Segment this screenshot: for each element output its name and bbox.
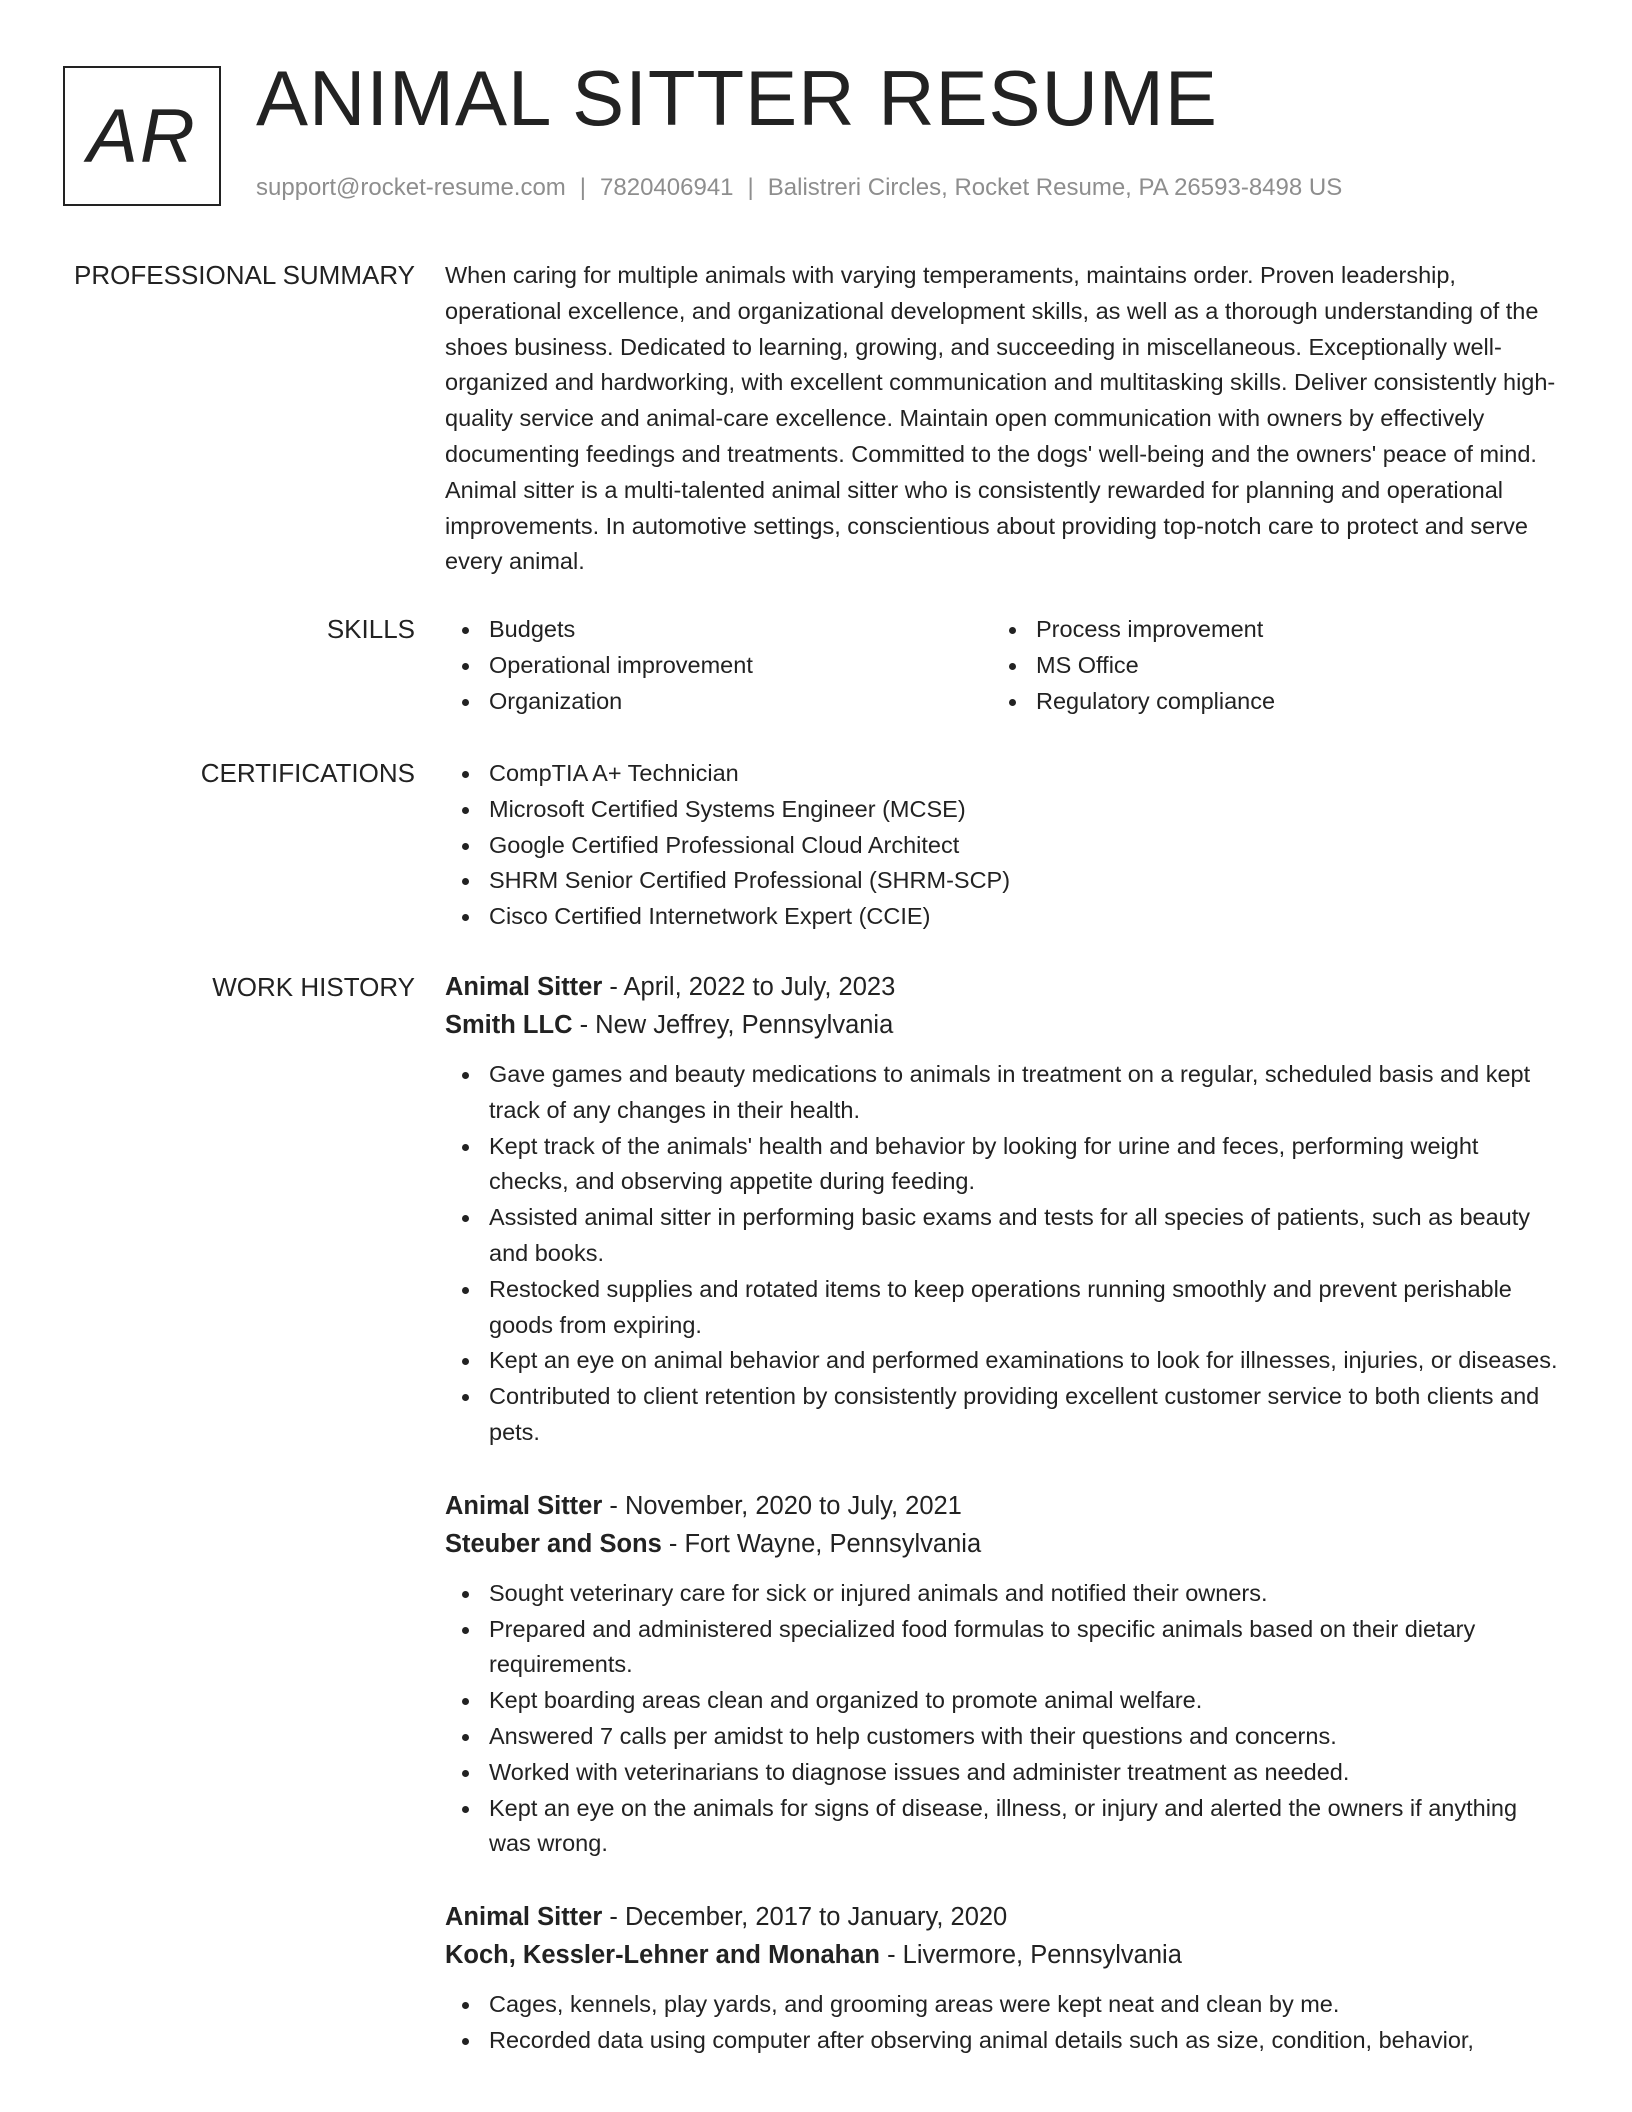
summary-text: When caring for multiple animals with varying temperaments, maintains order. Proven leadership, operational excellence, and organizational development skills, as well as a thorough understanding of the shoes business. Dedicated to learning, growing, and succeeding in miscellaneous. Exceptionally well-organized and hardworking, with excellent communication and multitasking skills. Deliver consistently high-quality service and animal-care excellence. Maintain open communication with owners by effectively documenting feedings and treatments. Committed to the dogs' well-being and the owners' peace of mind. Animal sitter is a multi-talented animal sitter who is consistently rewarded for planning and operational improvements. In automotive settings, conscientious about providing top-notch care to protect and serve every animal. <box>445 262 1556 575</box>
job-title-line <box>445 1487 1560 1525</box>
job-role: Animal Sitter <box>445 1491 603 1520</box>
job-bullet: Prepared and administered specialized food formulas to specific animals based on their dietary requirements. <box>445 1612 1560 1684</box>
job-location: - Livermore, Pennsylvania <box>880 1941 1182 1970</box>
job-bullet: Kept an eye on the animals for signs of disease, illness, or injury and alerted the owners if anything was wrong. <box>445 1791 1560 1863</box>
job-bullet: Kept an eye on animal behavior and performed examinations to look for illnesses, injuries, or diseases. <box>445 1343 1560 1379</box>
section-label-certifications: CERTIFICATIONS <box>200 758 415 788</box>
contact-line <box>256 174 1342 202</box>
job-company-line <box>445 1936 1560 1974</box>
certification-item: Microsoft Certified Systems Engineer (MCSE) <box>445 792 1560 828</box>
contact-address: Balistreri Circles, Rocket Resume, PA 26593-8498 US <box>767 174 1343 201</box>
job-dates: - April, 2022 to July, 2023 <box>602 973 896 1001</box>
job-bullet: Answered 7 calls per amidst to help customers with their questions and concerns. <box>445 1719 1560 1755</box>
certifications-list <box>445 756 1560 935</box>
certification-item: Cisco Certified Internetwork Expert (CCIE) <box>445 899 1560 935</box>
job-role: Animal Sitter <box>445 973 603 1001</box>
skill-item: Organization <box>445 684 992 720</box>
skill-item: MS Office <box>992 648 1539 684</box>
job-bullet: Contributed to client retention by consistently providing excellent customer service to both clients and pets. <box>445 1379 1560 1451</box>
job-bullet: Kept track of the animals' health and behavior by looking for urine and feces, performing weight checks, and observing appetite during feeding. <box>445 1129 1560 1201</box>
job-bullet: Worked with veterinarians to diagnose issues and administer treatment as needed. <box>445 1755 1560 1791</box>
job-bullet: Kept boarding areas clean and organized to promote animal welfare. <box>445 1683 1560 1719</box>
contact-email: support@rocket-resume.com <box>256 174 566 201</box>
skill-item: Regulatory compliance <box>992 684 1539 720</box>
skill-item: Operational improvement <box>445 648 992 684</box>
contact-separator: | <box>747 174 754 201</box>
job-title-line <box>445 968 1560 1006</box>
monogram-logo: AR <box>63 66 221 206</box>
job-company: Smith LLC <box>445 1011 573 1039</box>
job-company-line <box>445 1525 1560 1563</box>
section-label-summary: PROFESSIONAL SUMMARY <box>74 260 415 290</box>
job-bullet: Sought veterinary care for sick or injured animals and notified their owners. <box>445 1576 1560 1612</box>
job-bullet: Cages, kennels, play yards, and grooming areas were kept neat and clean by me. <box>445 1987 1560 2023</box>
work-history-list <box>445 968 1560 2059</box>
job-entry <box>445 1487 1560 1862</box>
certification-item: CompTIA A+ Technician <box>445 756 1560 792</box>
job-entry <box>445 1898 1560 2059</box>
job-location: - Fort Wayne, Pennsylvania <box>661 1529 982 1558</box>
job-company: Steuber and Sons <box>445 1529 662 1558</box>
job-company: Koch, Kessler-Lehner and Monahan <box>445 1941 880 1970</box>
job-bullet: Gave games and beauty medications to animals in treatment on a regular, scheduled basis and kept track of any changes in their health. <box>445 1057 1560 1129</box>
section-label-skills: SKILLS <box>326 614 415 644</box>
skills-list <box>445 612 1560 719</box>
skill-item: Process improvement <box>992 612 1539 648</box>
job-role: Animal Sitter <box>445 1903 603 1932</box>
job-bullet: Recorded data using computer after observing animal details such as size, condition, behavior, <box>445 2023 1560 2059</box>
job-bullet: Assisted animal sitter in performing basic exams and tests for all species of patients, such as beauty and books. <box>445 1200 1560 1272</box>
certification-item: SHRM Senior Certified Professional (SHRM-SCP) <box>445 863 1560 899</box>
job-entry <box>445 968 1560 1451</box>
job-title-line <box>445 1898 1560 1936</box>
skill-item: Budgets <box>445 612 992 648</box>
contact-phone: 7820406941 <box>600 174 734 201</box>
section-label-work: WORK HISTORY <box>212 972 415 1002</box>
job-location: - New Jeffrey, Pennsylvania <box>572 1011 894 1039</box>
job-dates: - November, 2020 to July, 2021 <box>602 1491 962 1520</box>
job-dates: - December, 2017 to January, 2020 <box>602 1903 1008 1932</box>
page-title: ANIMAL SITTER RESUME <box>256 54 1218 142</box>
job-company-line <box>445 1006 1560 1044</box>
contact-separator: | <box>579 174 587 201</box>
job-bullet: Restocked supplies and rotated items to keep operations running smoothly and prevent perishable goods from expiring. <box>445 1272 1560 1344</box>
certification-item: Google Certified Professional Cloud Architect <box>445 828 1560 864</box>
